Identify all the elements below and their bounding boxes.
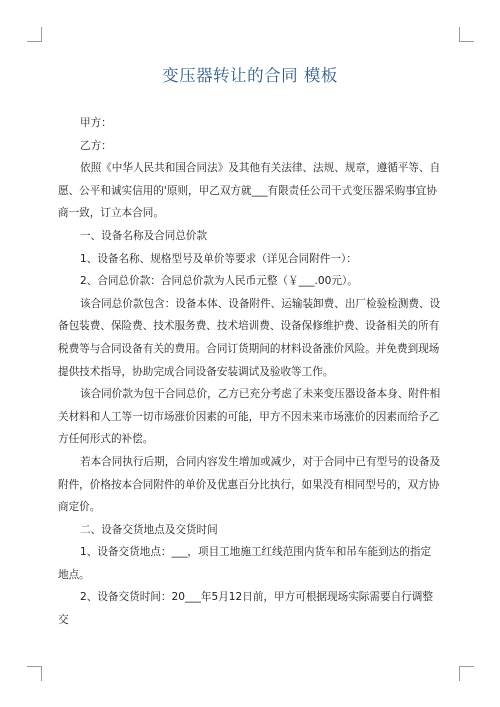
clause-2-1: 1、设备交货地点：___，项目工地施工红线范围内货车和吊车能到达的指定地点。 [58, 546, 432, 581]
corner-mark-bottom-left [27, 666, 42, 681]
clause-1-1: 1、设备名称、规格型号及单价等要求（详见合同附件一）： [80, 252, 357, 265]
lump-sum-paragraph: 该合同价款为包干合同总价，乙方已充分考虑了未来变压器设备本身、附件相关材料和人工等一切市场涨价因素的可能，甲方不因未来市场涨价的因素而给予乙方任何形式的补偿。 [58, 388, 441, 446]
section-heading-2: 二、设备交货地点及交货时间 [80, 523, 218, 536]
corner-mark-top-left [27, 27, 42, 42]
party-b-line: 乙方： [80, 139, 112, 152]
party-a-line: 甲方： [80, 117, 112, 129]
corner-mark-bottom-right [459, 666, 474, 681]
clause-1-2: 2、合同总价款：合同总价款为人民币元整（￥___.00元）。 [80, 275, 358, 288]
price-inclusion-paragraph: 该合同总价款包含：设备本体、设备附件、运输装卸费、出厂检验检测费、设备包装费、保险费、技术服务费、技术培训费、设备保修维护费、设备相关的所有税费等与合同设备有关的费用。合同订货期间的材料设备涨价风险。并免费到现场提供技术指导，协助完成合同设备安装调试及验收等工作。 [58, 297, 441, 378]
clause-2-2: 2、设备交货时间：20___年5月12日前，甲方可根据现场实际需要自行调整交 [58, 591, 433, 627]
corner-mark-top-right [459, 27, 474, 42]
document-body [58, 112, 441, 632]
section-heading-1: 一、设备名称及合同总价款 [80, 229, 208, 242]
document-title: 变压器转让的合同 模板 [162, 66, 338, 85]
change-paragraph: 若本合同执行后期，合同内容发生增加或减少，对于合同中已有型号的设备及附件，价格按本合同附件的单价及优惠百分比执行，如果没有相同型号的，双方协商定价。 [58, 455, 441, 514]
preamble-paragraph: 依照《中华人民共和国合同法》及其他有关法律、法规、规章，遵循平等、自愿、公平和诚实信用的'原则，甲乙双方就___有限责任公司干式变压器采购事宜协商一致，订立本合同。 [58, 162, 441, 220]
